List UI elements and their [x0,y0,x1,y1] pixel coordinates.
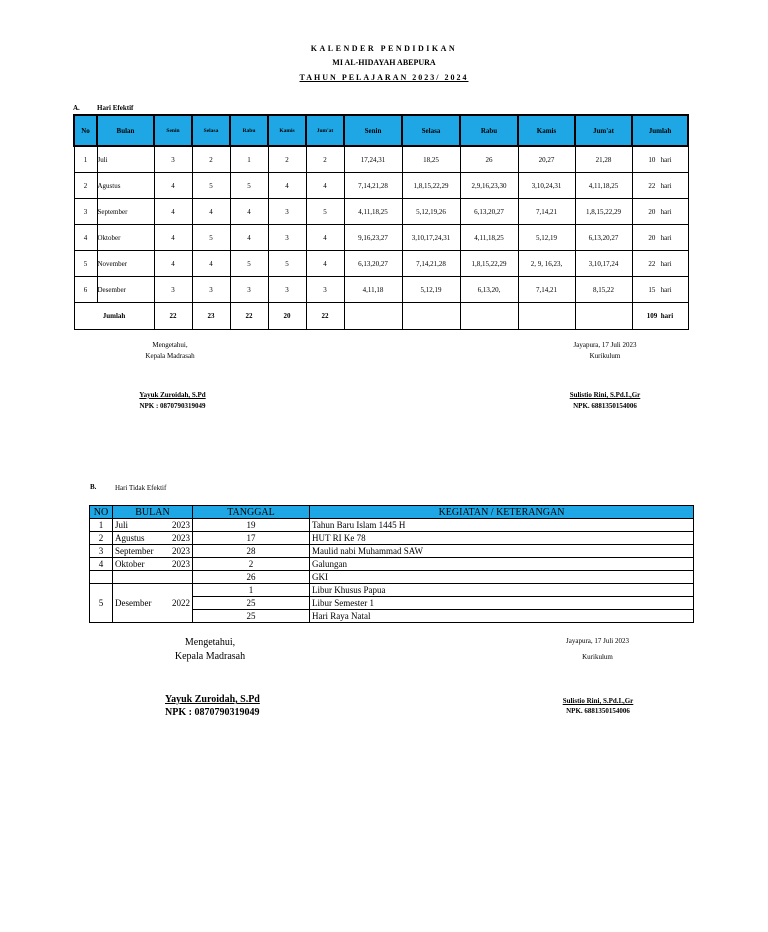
col-header-kamis-dates: Kamis [518,115,575,146]
dates-rabu: 6,13,20, [460,277,518,303]
table-header-row [74,115,688,146]
sign-a-right-npk: NPK. 6881350154006 [573,402,637,410]
row-tanggal: 25 [193,610,310,623]
row-bulan: Agustus [97,173,154,199]
col-header-no: No [74,115,97,146]
row-tanggal: 26 [193,571,310,584]
sign-b-right-label1: Jayapura, 17 Juli 2023 [566,637,629,645]
table-row [90,545,694,558]
col-header-bulan: BULAN [113,506,193,519]
row-jumlah [632,225,688,251]
count-rabu: 4 [230,199,268,225]
count-selasa: 4 [192,199,230,225]
row-jumlah [632,277,688,303]
row-no: 3 [74,199,97,225]
count-jumat: 2 [306,146,344,173]
count-selasa: 5 [192,173,230,199]
total-senin: 22 [154,303,192,330]
count-selasa: 3 [192,277,230,303]
jumlah-value: 15 [648,285,656,294]
col-header-jumat-count: Jum'at [306,115,344,146]
school-name: MI AL-HIDAYAH ABEPURA [332,58,436,67]
total-empty-cell [575,303,632,330]
col-header-kamis-count: Kamis [268,115,306,146]
row-no-empty [90,571,113,584]
dates-senin: 4,11,18,25 [344,199,402,225]
row-tanggal: 17 [193,532,310,545]
row-kegiatan: HUT RI Ke 78 [310,532,694,545]
table-row [90,558,694,571]
bulan-year: 2023 [172,559,190,569]
col-header-rabu-count: Rabu [230,115,268,146]
dates-selasa: 3,10,17,24,31 [402,225,460,251]
dates-selasa: 5,12,19,26 [402,199,460,225]
total-empty-cell [460,303,518,330]
row-jumlah [632,251,688,277]
sign-b-left-npk: NPK : 0870790319049 [165,707,260,718]
jumlah-unit: hari [660,181,672,190]
count-rabu: 3 [230,277,268,303]
col-header-selasa-dates: Selasa [402,115,460,146]
row-no: 5 [74,251,97,277]
count-jumat: 4 [306,251,344,277]
dates-senin: 9,16,23,27 [344,225,402,251]
group-no: 5 [90,584,113,623]
count-jumat: 3 [306,277,344,303]
effective-days-table [73,114,689,330]
row-tanggal: 1 [193,584,310,597]
total-kamis: 20 [268,303,306,330]
row-kegiatan: Tahun Baru Islam 1445 H [310,519,694,532]
dates-senin: 4,11,18 [344,277,402,303]
section-b-title: Hari Tidak Efektif [115,484,167,492]
count-jumat: 5 [306,199,344,225]
total-jumat: 22 [306,303,344,330]
count-senin: 3 [154,277,192,303]
row-bulan: Desember [97,277,154,303]
jumlah-value: 22 [648,181,656,190]
sign-a-left-npk: NPK : 0870790319049 [139,402,206,410]
dates-jumat: 3,10,17,24 [575,251,632,277]
table-row [74,173,688,199]
dates-senin: 6,13,20,27 [344,251,402,277]
table-row [74,146,688,173]
row-bulan [113,532,193,545]
academic-year: TAHUN PELAJARAN 2023/ 2024 [299,73,469,82]
count-jumat: 4 [306,225,344,251]
jumlah-value: 22 [648,259,656,268]
section-b-letter: B. [90,483,97,491]
row-jumlah [632,146,688,173]
count-senin: 4 [154,225,192,251]
total-jumlah [632,303,688,330]
total-jumlah-value: 109 [646,312,658,320]
col-header-bulan: Bulan [97,115,154,146]
count-rabu: 5 [230,173,268,199]
row-no: 4 [74,225,97,251]
sign-b-right-label2: Kurikulum [582,653,613,661]
bulan-year: 2023 [172,533,190,543]
total-jumlah-unit: hari [660,312,674,320]
total-empty-cell [344,303,402,330]
col-header-no: NO [90,506,113,519]
row-kegiatan: Libur Khusus Papua [310,584,694,597]
table-row [90,571,694,584]
jumlah-unit: hari [660,285,672,294]
count-rabu: 4 [230,225,268,251]
count-kamis: 2 [268,146,306,173]
dates-kamis: 20,27 [518,146,575,173]
count-kamis: 3 [268,277,306,303]
dates-selasa: 7,14,21,28 [402,251,460,277]
count-selasa: 2 [192,146,230,173]
table-row [90,532,694,545]
dates-kamis: 5,12,19 [518,225,575,251]
total-row [74,303,688,330]
sign-a-left-label2: Kepala Madrasah [145,352,195,360]
col-header-jumlah: Jumlah [632,115,688,146]
dates-kamis: 7,14,21 [518,277,575,303]
row-no: 1 [90,519,113,532]
total-selasa: 23 [192,303,230,330]
sign-a-left-label1: Mengetahui, [152,341,188,349]
sign-a-right-label2: Kurikulum [589,352,621,360]
col-header-tanggal: TANGGAL [193,506,310,519]
row-no: 3 [90,545,113,558]
row-tanggal: 19 [193,519,310,532]
jumlah-value: 10 [648,155,656,164]
non-effective-days-table [89,505,694,623]
total-rabu: 22 [230,303,268,330]
sign-a-right-name: Sulistio Rini, S.Pd.I.,Gr [569,391,641,399]
jumlah-unit: hari [660,233,672,242]
section-a-letter: A. [73,104,80,112]
row-bulan [113,545,193,558]
jumlah-unit: hari [660,207,672,216]
total-empty-cell [518,303,575,330]
jumlah-value: 20 [648,233,656,242]
row-tanggal: 25 [193,597,310,610]
sign-b-left-label1: Mengetahui, [184,637,236,648]
count-selasa: 4 [192,251,230,277]
table-row [74,225,688,251]
bulan-name: Desember [115,598,152,608]
count-selasa: 5 [192,225,230,251]
row-kegiatan: GKI [310,571,694,584]
row-kegiatan: Galungan [310,558,694,571]
table-header-row [90,506,694,519]
row-no: 4 [90,558,113,571]
dates-kamis: 7,14,21 [518,199,575,225]
total-empty-cell [402,303,460,330]
row-tanggal: 2 [193,558,310,571]
dates-jumat: 8,15,22 [575,277,632,303]
bulan-year: 2022 [172,598,190,608]
row-bulan: Oktober [97,225,154,251]
row-jumlah [632,199,688,225]
table-row [74,277,688,303]
sign-b-right-name: Sulistio Rini, S.Pd.I.,Gr [562,697,634,705]
dates-senin: 17,24,31 [344,146,402,173]
row-bulan-empty [113,571,193,584]
bulan-name: Juli [115,520,129,530]
row-bulan: November [97,251,154,277]
row-no: 6 [74,277,97,303]
total-label: Jumlah [74,303,154,330]
sign-b-left-label2: Kepala Madrasah [174,651,246,662]
row-kegiatan: Maulid nabi Muhammad SAW [310,545,694,558]
dates-jumat: 6,13,20,27 [575,225,632,251]
row-no: 2 [74,173,97,199]
col-header-senin-dates: Senin [344,115,402,146]
col-header-rabu-dates: Rabu [460,115,518,146]
row-bulan [113,558,193,571]
count-senin: 4 [154,199,192,225]
dates-rabu: 6,13,20,27 [460,199,518,225]
dates-selasa: 1,8,15,22,29 [402,173,460,199]
section-a-title: Hari Efektif [97,104,134,112]
row-kegiatan: Libur Semester 1 [310,597,694,610]
dates-kamis: 3,10,24,31 [518,173,575,199]
bulan-year: 2023 [172,520,190,530]
col-header-kegiatan: KEGIATAN / KETERANGAN [310,506,694,519]
count-kamis: 5 [268,251,306,277]
bulan-name: September [115,546,154,556]
jumlah-value: 20 [648,207,656,216]
dates-kamis: 2, 9, 16,23, [518,251,575,277]
col-header-selasa-count: Selasa [192,115,230,146]
group-bulan [113,584,193,623]
sign-a-left-name: Yayuk Zuroidah, S.Pd [139,391,206,399]
jumlah-unit: hari [660,259,672,268]
table-row [90,519,694,532]
row-bulan: Juli [97,146,154,173]
dates-selasa: 5,12,19 [402,277,460,303]
row-no: 1 [74,146,97,173]
dates-jumat: 4,11,18,25 [575,173,632,199]
bulan-name: Agustus [115,533,145,543]
sign-b-left-name: Yayuk Zuroidah, S.Pd [165,694,260,705]
col-header-senin-count: Senin [154,115,192,146]
jumlah-unit: hari [660,155,672,164]
row-kegiatan: Hari Raya Natal [310,610,694,623]
doc-title: KALENDER PENDIDIKAN [310,44,458,53]
table-row [74,199,688,225]
sign-a-right-label1: Jayapura, 17 Juli 2023 [573,341,637,349]
dates-selasa: 18,25 [402,146,460,173]
table-row [74,251,688,277]
count-kamis: 3 [268,225,306,251]
dates-jumat: 21,28 [575,146,632,173]
count-rabu: 5 [230,251,268,277]
dates-rabu: 2,9,16,23,30 [460,173,518,199]
col-header-jumat-dates: Jum'at [575,115,632,146]
bulan-name: Oktober [115,559,145,569]
dates-jumat: 1,8,15,22,29 [575,199,632,225]
count-senin: 4 [154,173,192,199]
row-jumlah [632,173,688,199]
row-bulan [113,519,193,532]
bulan-year: 2023 [172,546,190,556]
count-rabu: 1 [230,146,268,173]
row-no: 2 [90,532,113,545]
count-senin: 3 [154,146,192,173]
dates-rabu: 1,8,15,22,29 [460,251,518,277]
sign-b-right-npk: NPK. 6881350154006 [566,707,630,715]
row-tanggal: 28 [193,545,310,558]
row-bulan: September [97,199,154,225]
table-row [90,584,694,597]
count-jumat: 4 [306,173,344,199]
count-kamis: 3 [268,199,306,225]
dates-rabu: 26 [460,146,518,173]
dates-rabu: 4,11,18,25 [460,225,518,251]
dates-senin: 7,14,21,28 [344,173,402,199]
count-kamis: 4 [268,173,306,199]
count-senin: 4 [154,251,192,277]
